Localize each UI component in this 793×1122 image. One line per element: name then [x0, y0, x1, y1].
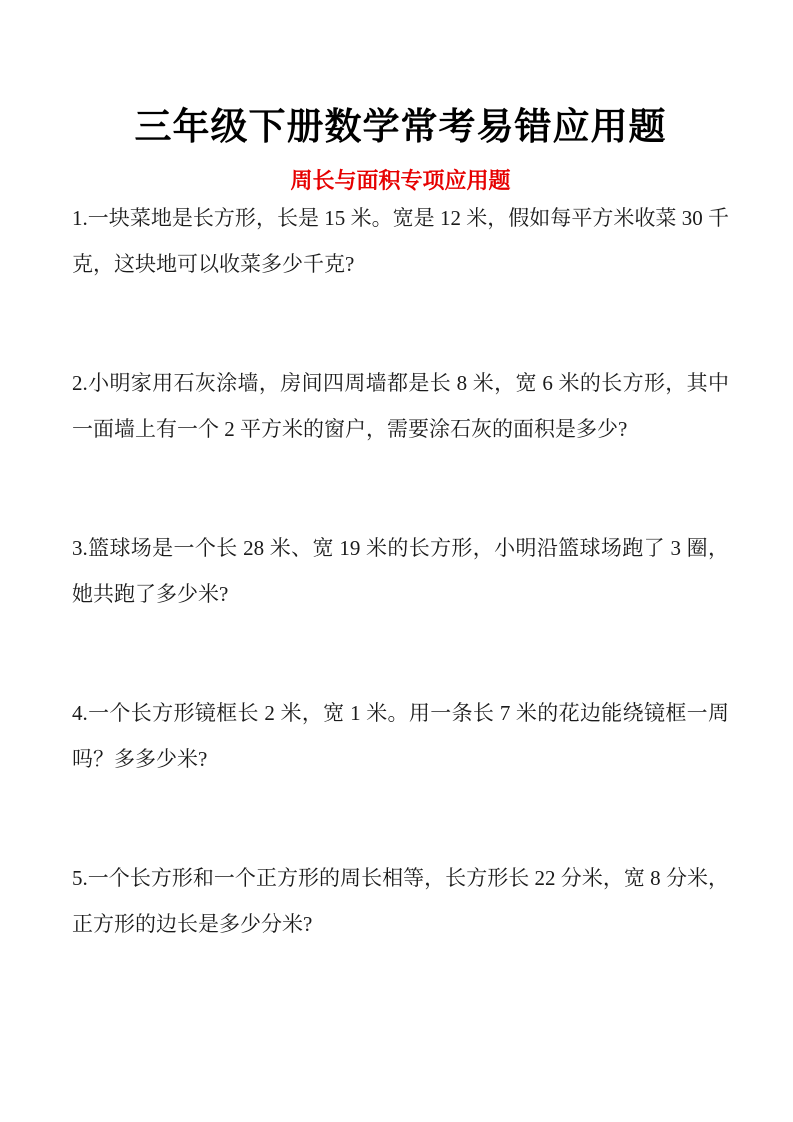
page-subtitle: 周长与面积专项应用题	[290, 168, 511, 193]
page-title: 三年级下册数学常考易错应用题	[134, 106, 667, 147]
problem-4: 4.一个长方形镜框长 2 米，宽 1 米。用一条长 7 米的花边能绕镜框一周吗？多多少米?	[72, 701, 729, 771]
problem-2: 2.小明家用石灰涂墙，房间四周墙都是长 8 米，宽 6 米的长方形，其中一面墙上有一个 2 平方米的窗户，需要涂石灰的面积是多少?	[72, 371, 729, 441]
problem-3: 3.篮球场是一个长 28 米、宽 19 米的长方形，小明沿篮球场跑了 3 圈，她共跑了多少米?	[72, 536, 729, 606]
problem-list	[72, 195, 729, 947]
problem-5: 5.一个长方形和一个正方形的周长相等，长方形长 22 分米，宽 8 分米，正方形的边长是多少分米?	[72, 866, 729, 936]
problem-1: 1.一块菜地是长方形，长是 15 米。宽是 12 米，假如每平方米收菜 30 千克，这块地可以收菜多少千克?	[72, 206, 729, 276]
